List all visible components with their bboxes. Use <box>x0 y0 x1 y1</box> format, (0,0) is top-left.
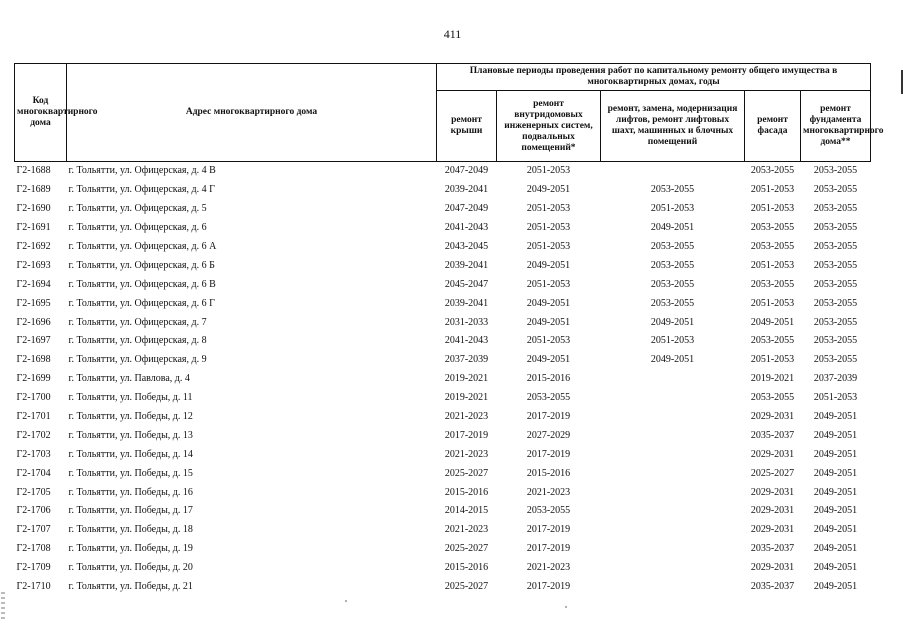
cell-code: Г2-1708 <box>16 543 51 555</box>
cell-elevators <box>601 162 745 181</box>
cell-foundation: 2049-2051 <box>813 486 858 498</box>
cell-facade: 2051-2053 <box>750 203 795 215</box>
cell-elevators <box>601 370 745 389</box>
cell-foundation: 2049-2051 <box>813 505 858 517</box>
cell-facade: 2035-2037 <box>750 581 795 593</box>
cell-foundation: 2053-2055 <box>813 354 858 366</box>
cell-systems: 2051-2053 <box>526 335 571 347</box>
cell-roof: 2019-2021 <box>444 392 489 404</box>
cell-code: Г2-1710 <box>16 581 51 593</box>
cell-roof: 2047-2049 <box>444 203 489 215</box>
cell-address: г. Тольятти, ул. Офицерская, д. 5 <box>68 203 207 215</box>
cell-foundation: 2053-2055 <box>813 278 858 290</box>
cell-address: г. Тольятти, ул. Офицерская, д. 6 А <box>68 241 217 252</box>
table-row <box>15 275 871 294</box>
cell-facade: 2035-2037 <box>750 543 795 555</box>
cell-systems: 2017-2019 <box>526 581 571 593</box>
header-planned-periods: Плановые периоды проведения работ по капитальному ремонту общего имущества в многоквартирных домах, годы <box>437 64 871 91</box>
cell-systems: 2015-2016 <box>526 467 571 479</box>
cell-code: Г2-1694 <box>16 278 51 290</box>
cell-systems: 2049-2051 <box>526 316 571 328</box>
cell-systems: 2051-2053 <box>526 241 571 252</box>
cell-address: г. Тольятти, ул. Победы, д. 17 <box>68 505 193 517</box>
cell-elevators: 2053-2055 <box>650 241 695 252</box>
cell-foundation: 2049-2051 <box>813 524 858 536</box>
table-row <box>15 219 871 238</box>
cell-address: г. Тольятти, ул. Победы, д. 18 <box>68 524 193 536</box>
cell-roof: 2047-2049 <box>437 162 497 181</box>
cell-elevators: 2049-2051 <box>650 354 695 366</box>
cell-foundation: 2053-2055 <box>813 297 858 309</box>
cell-facade: 2051-2053 <box>750 354 795 366</box>
table-row <box>15 313 871 332</box>
cell-facade: 2029-2031 <box>750 505 795 517</box>
cell-roof: 2041-2043 <box>444 222 489 234</box>
repair-schedule-table <box>14 63 884 596</box>
table-row <box>15 408 871 427</box>
scan-edge-mark <box>901 70 903 94</box>
table-row <box>15 578 871 597</box>
cell-address: г. Тольятти, ул. Победы, д. 15 <box>68 467 193 479</box>
table-row <box>15 540 871 559</box>
cell-facade: 2029-2031 <box>750 448 795 460</box>
cell-roof: 2015-2016 <box>444 486 489 498</box>
header-code: Код многоквартирного дома <box>15 64 67 162</box>
cell-code: Г2-1690 <box>16 203 51 215</box>
cell-systems: 2051-2053 <box>526 203 571 215</box>
cell-address: г. Тольятти, ул. Офицерская, д. 9 <box>68 354 207 366</box>
cell-roof: 2039-2041 <box>444 297 489 309</box>
cell-code: Г2-1702 <box>16 429 51 441</box>
cell-systems: 2053-2055 <box>526 392 571 404</box>
table-row <box>15 256 871 275</box>
cell-address: г. Тольятти, ул. Офицерская, д. 6 В <box>68 278 216 290</box>
cell-systems: 2049-2051 <box>526 184 571 196</box>
cell-code: Г2-1700 <box>16 392 51 404</box>
cell-code: Г2-1695 <box>16 297 51 309</box>
cell-address: г. Тольятти, ул. Победы, д. 19 <box>68 543 193 555</box>
header-foundation: ремонт фундамента многоквартирного дома** <box>801 91 871 162</box>
cell-facade: 2053-2055 <box>745 162 801 181</box>
cell-foundation: 2049-2051 <box>813 411 858 423</box>
cell-foundation: 2049-2051 <box>813 467 858 479</box>
cell-code: Г2-1705 <box>16 486 51 498</box>
cell-roof: 2021-2023 <box>444 448 489 460</box>
header-systems: ремонт внутридомовых инженерных систем, подвальных помещений* <box>497 91 601 162</box>
table-row <box>15 351 871 370</box>
cell-foundation: 2051-2053 <box>813 392 858 404</box>
cell-elevators <box>601 578 745 597</box>
cell-address: г. Тольятти, ул. Офицерская, д. 4 В <box>67 162 437 181</box>
cell-code: Г2-1704 <box>16 467 51 479</box>
cell-facade: 2053-2055 <box>750 278 795 290</box>
table-row <box>15 238 871 257</box>
cell-facade: 2035-2037 <box>750 429 795 441</box>
cell-roof: 2031-2033 <box>444 316 489 328</box>
cell-roof: 2037-2039 <box>444 354 489 366</box>
cell-code: Г2-1693 <box>16 259 51 271</box>
cell-elevators <box>601 426 745 445</box>
cell-address: г. Тольятти, ул. Офицерская, д. 6 Г <box>68 297 215 309</box>
cell-address: г. Тольятти, ул. Победы, д. 11 <box>68 392 193 404</box>
table-header <box>15 64 884 162</box>
cell-elevators <box>601 445 745 464</box>
cell-foundation: 2053-2055 <box>801 162 871 181</box>
cell-systems: 2051-2053 <box>497 162 601 181</box>
cell-foundation: 2037-2039 <box>813 373 858 385</box>
cell-foundation: 2049-2051 <box>813 448 858 460</box>
cell-roof: 2021-2023 <box>444 411 489 423</box>
cell-address: г. Тольятти, ул. Победы, д. 14 <box>68 448 193 460</box>
cell-elevators: 2053-2055 <box>650 259 695 271</box>
table-row <box>15 389 871 408</box>
cell-roof: 2039-2041 <box>444 259 489 271</box>
table-row <box>15 464 871 483</box>
header-elevators: ремонт, замена, модернизация лифтов, ремонт лифтовых шахт, машинных и блочных помещений <box>601 91 745 162</box>
cell-address: г. Тольятти, ул. Победы, д. 16 <box>68 486 193 498</box>
cell-systems: 2017-2019 <box>526 543 571 555</box>
cell-elevators <box>601 502 745 521</box>
cell-foundation: 2049-2051 <box>813 581 858 593</box>
cell-address: г. Тольятти, ул. Победы, д. 21 <box>68 581 193 593</box>
cell-address: г. Тольятти, ул. Офицерская, д. 4 Г <box>68 184 215 196</box>
cell-roof: 2039-2041 <box>444 184 489 196</box>
cell-elevators: 2053-2055 <box>650 184 695 196</box>
cell-systems: 2021-2023 <box>526 562 571 574</box>
cell-roof: 2043-2045 <box>444 241 489 252</box>
cell-facade: 2053-2055 <box>750 241 795 252</box>
cell-roof: 2019-2021 <box>444 373 489 385</box>
cell-elevators: 2049-2051 <box>650 316 695 328</box>
cell-address: г. Тольятти, ул. Победы, д. 12 <box>68 411 193 423</box>
cell-facade: 2029-2031 <box>750 411 795 423</box>
header-roof: ремонт крыши <box>437 91 497 162</box>
table-row <box>15 426 871 445</box>
cell-code: Г2-1703 <box>16 448 51 460</box>
table-row <box>15 370 871 389</box>
cell-foundation: 2053-2055 <box>813 184 858 196</box>
cell-roof: 2041-2043 <box>444 335 489 347</box>
cell-facade: 2051-2053 <box>750 184 795 196</box>
cell-address: г. Тольятти, ул. Офицерская, д. 6 <box>68 222 207 234</box>
cell-elevators <box>601 540 745 559</box>
cell-roof: 2045-2047 <box>444 278 489 290</box>
cell-address: г. Тольятти, ул. Офицерская, д. 6 Б <box>68 259 215 271</box>
cell-foundation: 2053-2055 <box>813 316 858 328</box>
cell-elevators <box>601 483 745 502</box>
cell-address: г. Тольятти, ул. Победы, д. 13 <box>68 429 193 441</box>
cell-foundation: 2049-2051 <box>813 562 858 574</box>
header-facade: ремонт фасада <box>745 91 801 162</box>
cell-systems: 2051-2053 <box>526 278 571 290</box>
cell-foundation: 2053-2055 <box>813 203 858 215</box>
cell-facade: 2029-2031 <box>750 562 795 574</box>
cell-code: Г2-1698 <box>16 354 51 366</box>
cell-code: Г2-1692 <box>16 241 51 252</box>
table-row <box>15 200 871 219</box>
cell-systems: 2049-2051 <box>526 354 571 366</box>
cell-roof: 2025-2027 <box>444 467 489 479</box>
header-address: Адрес многоквартирного дома <box>67 64 437 162</box>
cell-systems: 2017-2019 <box>526 411 571 423</box>
cell-systems: 2021-2023 <box>526 486 571 498</box>
cell-roof: 2025-2027 <box>444 543 489 555</box>
cell-roof: 2025-2027 <box>444 581 489 593</box>
cell-systems: 2049-2051 <box>526 297 571 309</box>
cell-foundation: 2049-2051 <box>813 543 858 555</box>
cell-systems: 2017-2019 <box>526 448 571 460</box>
cell-address: г. Тольятти, ул. Победы, д. 20 <box>68 562 193 574</box>
cell-facade: 2029-2031 <box>750 486 795 498</box>
cell-elevators <box>601 389 745 408</box>
cell-code: Г2-1697 <box>16 335 51 347</box>
cell-code: Г2-1689 <box>16 184 51 196</box>
cell-code: Г2-1706 <box>16 505 51 517</box>
scan-dot <box>565 606 567 608</box>
page-number: 411 <box>443 27 462 41</box>
cell-facade: 2051-2053 <box>750 259 795 271</box>
table-row <box>15 521 871 540</box>
cell-elevators <box>601 408 745 427</box>
cell-facade: 2025-2027 <box>750 467 795 479</box>
table-row <box>15 332 871 351</box>
table-row <box>15 559 871 578</box>
cell-code: Г2-1696 <box>16 316 51 328</box>
cell-foundation: 2053-2055 <box>813 241 858 252</box>
table-row <box>15 162 871 181</box>
cell-facade: 2029-2031 <box>750 524 795 536</box>
cell-foundation: 2049-2051 <box>813 429 858 441</box>
table-row <box>15 181 871 200</box>
cell-systems: 2049-2051 <box>526 259 571 271</box>
cell-systems: 2015-2016 <box>526 373 571 385</box>
cell-facade: 2053-2055 <box>750 222 795 234</box>
table-body <box>15 162 871 597</box>
cell-foundation: 2053-2055 <box>813 335 858 347</box>
cell-address: г. Тольятти, ул. Офицерская, д. 8 <box>68 335 207 347</box>
cell-elevators: 2049-2051 <box>650 222 695 234</box>
cell-code: Г2-1701 <box>16 411 51 423</box>
cell-elevators: 2051-2053 <box>650 335 695 347</box>
table-row <box>15 502 871 521</box>
cell-roof: 2015-2016 <box>444 562 489 574</box>
cell-elevators: 2053-2055 <box>650 278 695 290</box>
cell-elevators <box>601 464 745 483</box>
cell-elevators <box>601 521 745 540</box>
cell-roof: 2017-2019 <box>444 429 489 441</box>
cell-code: Г2-1707 <box>16 524 51 536</box>
cell-facade: 2019-2021 <box>750 373 795 385</box>
cell-facade: 2053-2055 <box>750 392 795 404</box>
cell-elevators: 2053-2055 <box>650 297 695 309</box>
cell-roof: 2014-2015 <box>444 505 489 517</box>
cell-address: г. Тольятти, ул. Павлова, д. 4 <box>68 373 190 385</box>
table-row <box>15 483 871 502</box>
cell-systems: 2051-2053 <box>526 222 571 234</box>
cell-code: Г2-1699 <box>16 373 51 385</box>
cell-facade: 2051-2053 <box>750 297 795 309</box>
cell-systems: 2017-2019 <box>526 524 571 536</box>
cell-code: Г2-1709 <box>16 562 51 574</box>
scan-dot <box>345 600 347 602</box>
table-row <box>15 445 871 464</box>
cell-systems: 2053-2055 <box>526 505 571 517</box>
cell-facade: 2053-2055 <box>750 335 795 347</box>
cell-roof: 2021-2023 <box>444 524 489 536</box>
cell-foundation: 2053-2055 <box>813 222 858 234</box>
cell-code: Г2-1688 <box>15 162 67 181</box>
table-row <box>15 294 871 313</box>
cell-elevators <box>601 559 745 578</box>
cell-systems: 2027-2029 <box>526 429 571 441</box>
cell-elevators: 2051-2053 <box>650 203 695 215</box>
cell-code: Г2-1691 <box>16 222 51 234</box>
cell-facade: 2049-2051 <box>750 316 795 328</box>
scan-margin-specks <box>1 592 5 622</box>
cell-address: г. Тольятти, ул. Офицерская, д. 7 <box>68 316 207 328</box>
cell-foundation: 2053-2055 <box>813 259 858 271</box>
